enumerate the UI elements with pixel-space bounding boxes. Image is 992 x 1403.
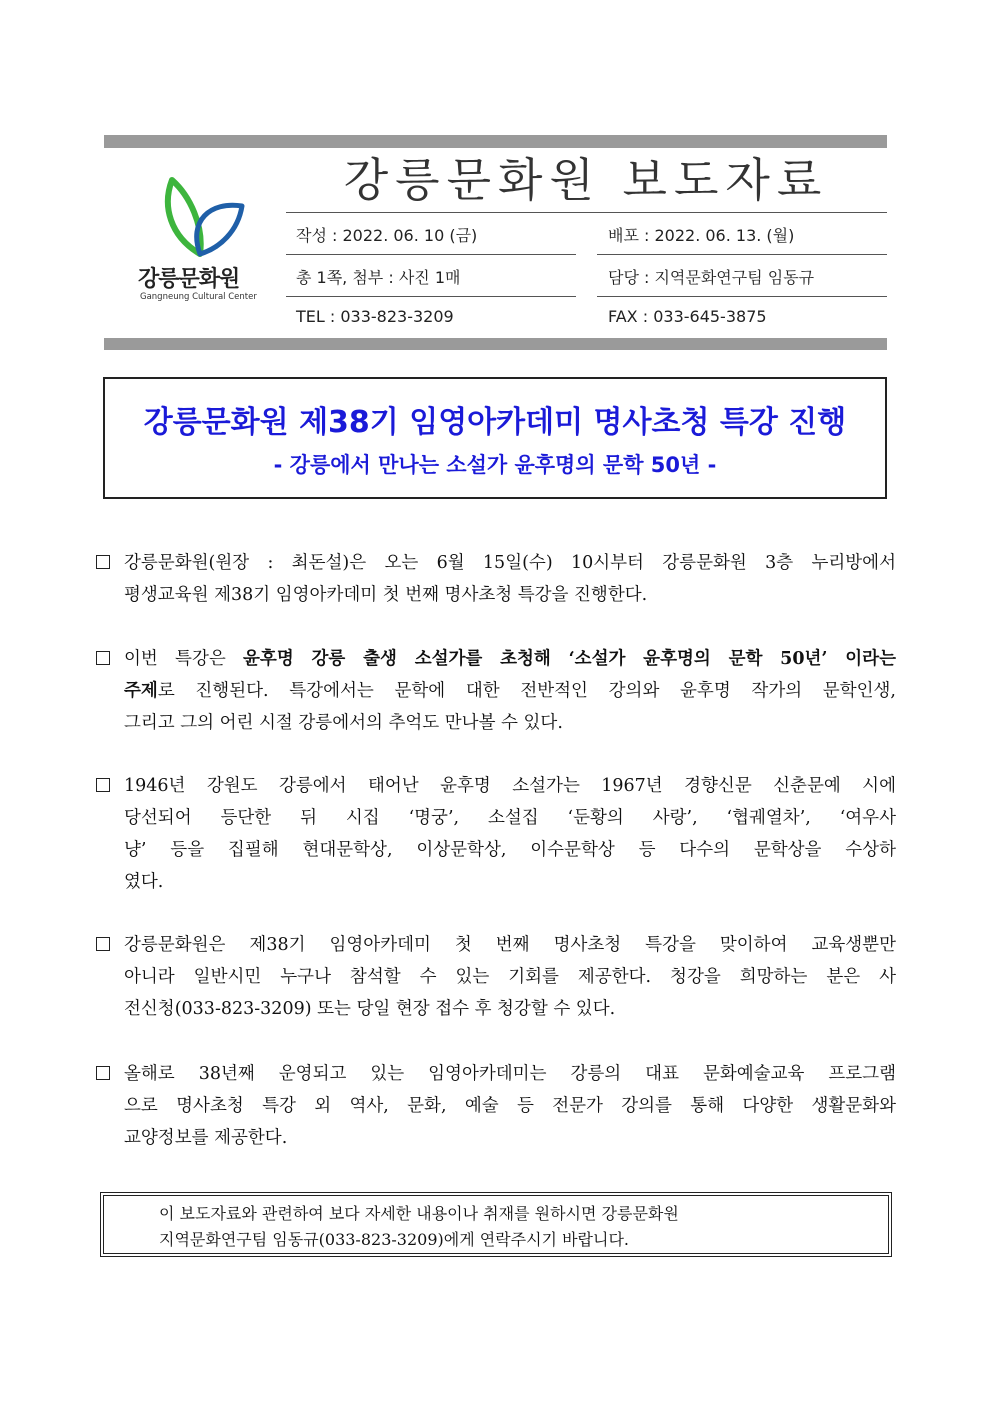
paragraph-2: [96, 643, 896, 739]
checkbox-icon: [96, 1066, 110, 1080]
info-rule-2a: [286, 254, 576, 255]
contact-notice-line-2: 지역문화연구팀 임동규(033-823-3209)에게 연락주시기 바랍니다.: [159, 1230, 630, 1249]
org-logo-subtitle: Gangneung Cultural Center: [140, 292, 257, 302]
distributed-date: 배포 : 2022. 06. 13. (월): [608, 226, 795, 245]
checkbox-icon: [96, 555, 110, 569]
p2-line-1a: 이번 특강은: [124, 649, 244, 669]
checkbox-icon: [96, 651, 110, 665]
paragraph-1: [96, 547, 896, 611]
headline-title: 강릉문화원 제38기 임영아카데미 명사초청 특강 진행: [143, 405, 847, 440]
info-rule-1: [286, 212, 887, 213]
p2-line-2a: 주제: [124, 681, 158, 701]
org-logo-name: 강릉문화원: [138, 267, 240, 292]
written-date: 작성 : 2022. 06. 10 (금): [296, 226, 478, 245]
paragraph-3: [96, 770, 896, 898]
contact-notice-box: [100, 1192, 892, 1257]
leaf-logo-icon: [160, 176, 250, 258]
headline-subtitle: - 강릉에서 만나는 소설가 윤후명의 문학 50년 -: [273, 453, 717, 477]
page-count: 총 1쪽, 첨부 : 사진 1매: [296, 268, 461, 287]
tel-number: TEL : 033-823-3209: [296, 307, 454, 326]
p3-line-3: 냥’ 등을 집필해 현대문학상, 이상문학상, 이수문학상 등 다수의 문학상을 수상하: [124, 840, 896, 860]
p1-line-2: 평생교육원 제38기 임영아카데미 첫 번째 명사초청 특강을 진행한다.: [124, 585, 648, 605]
info-rule-3b: [597, 296, 887, 297]
checkbox-icon: [96, 778, 110, 792]
p2-line-1b: 윤후명 강릉 출생 소설가를 초청해 ‘소설가 윤후명의 문학 50년’ 이라는: [243, 649, 896, 669]
p1-line-1: 강릉문화원(원장 : 최돈설)은 오는 6월 15일(수) 10시부터 강릉문화원 3층 누리방에서: [124, 553, 896, 573]
p5-line-1: 올해로 38년째 운영되고 있는 임영아카데미는 강릉의 대표 문화예술교육 프로그램: [124, 1064, 896, 1084]
p5-line-3: 교양정보를 제공한다.: [124, 1128, 288, 1148]
contact-person: 담당 : 지역문화연구팀 임동규: [608, 268, 815, 287]
doc-title: 강릉문화원 보도자료: [343, 153, 829, 207]
p3-line-4: 였다.: [124, 872, 164, 892]
org-logo: [160, 176, 250, 258]
paragraph-4: [96, 929, 896, 1025]
p3-line-2: 당선되어 등단한 뒤 시집 ‘명궁’, 소설집 ‘둔황의 사랑’, ‘협궤열차’, ‘여우사: [124, 808, 896, 828]
headline-box: [103, 377, 887, 499]
fax-number: FAX : 033-645-3875: [608, 307, 767, 326]
checkbox-icon: [96, 937, 110, 951]
p4-line-3: 전신청(033-823-3209) 또는 당일 현장 접수 후 청강할 수 있다.: [124, 999, 616, 1019]
p2-line-2b: 로 진행된다. 특강에서는 문학에 대한 전반적인 강의와 윤후명 작가의 문학인생,: [157, 681, 896, 701]
p3-line-1: 1946년 강원도 강릉에서 태어난 윤후명 소설가는 1967년 경향신문 신춘문예 시에: [124, 776, 896, 796]
p4-line-2: 아니라 일반시민 누구나 참석할 수 있는 기회를 제공한다. 청강을 희망하는 분은 사: [124, 967, 896, 987]
p2-line-3: 그리고 그의 어린 시절 강릉에서의 추억도 만나볼 수 있다.: [124, 713, 563, 733]
p5-line-2: 으로 명사초청 특강 외 역사, 문화, 예술 등 전문가 강의를 통해 다양한 생활문화와: [124, 1096, 896, 1116]
header-bottom-band: [104, 338, 887, 350]
paragraph-5: [96, 1058, 896, 1154]
contact-notice-line-1: 이 보도자료와 관련하여 보다 자세한 내용이나 취재를 원하시면 강릉문화원: [159, 1204, 679, 1223]
info-rule-2b: [597, 254, 887, 255]
p4-line-1: 강릉문화원은 제38기 임영아카데미 첫 번째 명사초청 특강을 맞이하여 교육생뿐만: [124, 935, 896, 955]
info-rule-3a: [286, 296, 576, 297]
